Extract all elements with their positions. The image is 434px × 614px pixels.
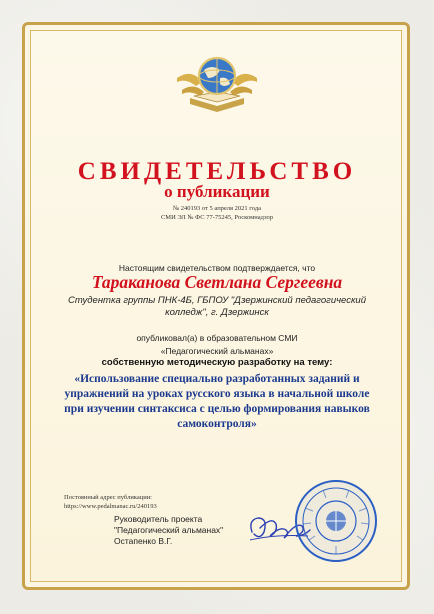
registration-number: № 240193 от 5 апреля 2021 года: [172, 205, 262, 212]
work-type: собственную методическую разработку на тему:: [101, 357, 333, 368]
publication-address: [64, 493, 157, 511]
address-url: https://www.pedalmanac.ru/240193: [64, 503, 157, 510]
person-name: Тараканова Светлана Сергеевна: [91, 272, 343, 292]
stamp-seal: [293, 478, 379, 564]
signer-name: Остапенко В.Г.: [114, 536, 173, 546]
address-label: Постоянный адрес публикации:: [64, 494, 152, 501]
media-registration: СМИ ЭЛ № ФС 77-75245, Роскомнадзор: [160, 214, 274, 221]
globe-book-emblem-icon: [172, 48, 262, 118]
signer-project: "Педагогический альманах": [114, 525, 224, 535]
signer-block: [114, 514, 223, 547]
confirm-text: Настоящим свидетельством подтверждается, что: [118, 263, 316, 273]
published-in-text: опубликовал(а) в образовательном СМИ: [136, 333, 298, 343]
certificate-subtitle: о публикации: [164, 182, 270, 201]
certificate-title: СВИДЕТЕЛЬСТВО: [77, 158, 357, 185]
person-position: Студентка группы ПНК-4Б, ГБПОУ "Дзержинский педагогический колледж", г. Дзержинск: [67, 295, 367, 318]
publication-topic: «Использование специально разработанных заданий и упражнений на уроках русского языка в начальной школе при изучении синтаксиса с целью формирования навыков самоконтроля»: [64, 373, 370, 430]
media-name: «Педагогический альманах»: [160, 346, 274, 356]
signer-role: Руководитель проекта: [114, 514, 203, 524]
